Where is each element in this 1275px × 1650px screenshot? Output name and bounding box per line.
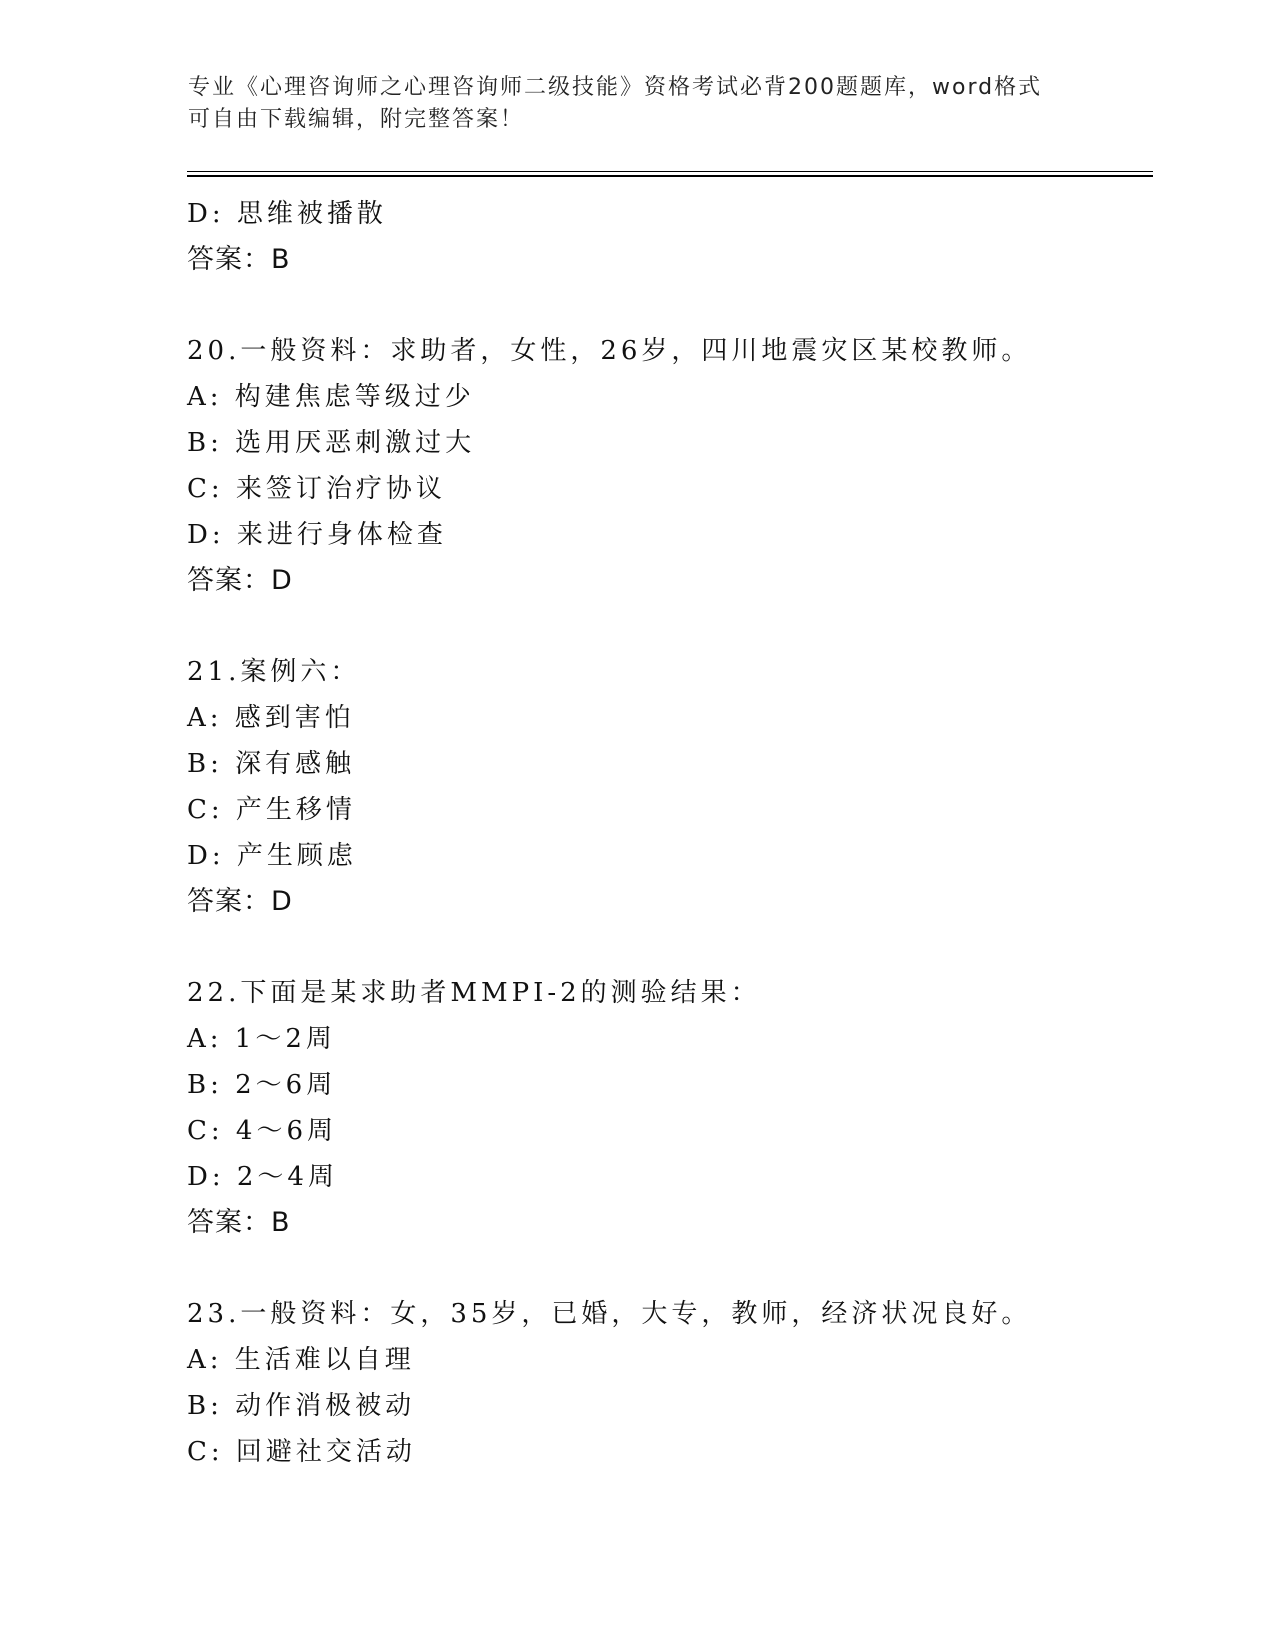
option-a: A: 生活难以自理 — [187, 1345, 415, 1375]
question-list — [187, 191, 1147, 1475]
answer-line: 答案：B — [187, 244, 291, 275]
document-header — [188, 72, 1088, 136]
header-divider-thick — [187, 175, 1153, 177]
question-stem: 23.一般资料：女，35岁，已婚，大专，教师，经济状况良好。 — [187, 1299, 1032, 1329]
answer-line: 答案：D — [187, 886, 293, 917]
option-b: B: 选用厌恶刺激过大 — [187, 428, 476, 458]
answer-line: 答案：B — [187, 1207, 291, 1238]
option-c: C: 产生移情 — [187, 795, 356, 825]
header-divider-thin — [187, 171, 1153, 172]
option-b: B: 动作消极被动 — [187, 1391, 416, 1421]
question-19-fragment — [187, 191, 1147, 283]
option-c: C: 回避社交活动 — [187, 1437, 416, 1467]
header-line-2: 可自由下载编辑，附完整答案！ — [188, 107, 525, 132]
option-d: D: 产生顾虑 — [187, 841, 357, 871]
option-c: C: 4～6周 — [187, 1116, 338, 1146]
question-22 — [187, 970, 1147, 1246]
option-b: B: 2～6周 — [187, 1070, 337, 1100]
option-a: A: 感到害怕 — [187, 703, 355, 733]
option-a: A: 构建焦虑等级过少 — [187, 382, 475, 412]
question-21 — [187, 649, 1147, 925]
option-d: D: 来进行身体检查 — [187, 520, 447, 550]
question-stem: 21.案例六： — [187, 657, 361, 687]
question-23 — [187, 1291, 1147, 1475]
option-b: B: 深有感触 — [187, 749, 356, 779]
option-a: A: 1～2周 — [187, 1024, 336, 1054]
header-line-1: 专业《心理咨询师之心理咨询师二级技能》资格考试必背200题题库，word格式 — [188, 75, 1043, 100]
question-stem: 20.一般资料：求助者，女性，26岁，四川地震灾区某校教师。 — [187, 336, 1032, 366]
question-stem: 22.下面是某求助者MMPI-2的测验结果： — [187, 978, 761, 1008]
question-20 — [187, 328, 1147, 604]
option-c: C: 来签订治疗协议 — [187, 474, 446, 504]
answer-line: 答案：D — [187, 565, 293, 596]
option-d: D: 2～4周 — [187, 1162, 338, 1192]
option-d: D: 思维被播散 — [187, 199, 387, 229]
